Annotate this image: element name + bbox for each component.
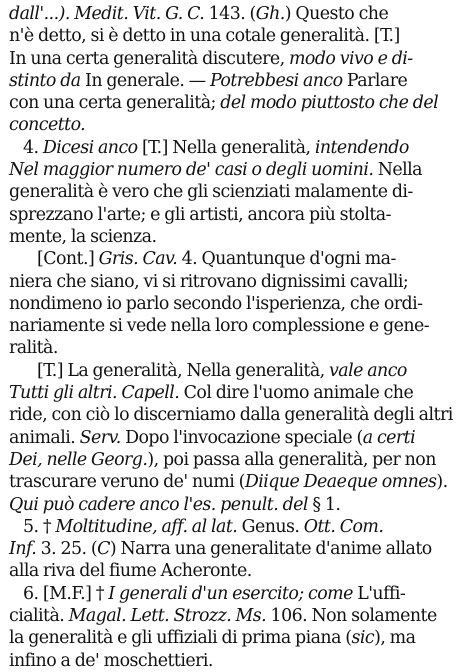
text-run: Col dire l'uomo animale che xyxy=(179,383,414,404)
text-line xyxy=(9,494,466,516)
text-line xyxy=(9,538,466,560)
text-run: ), ma xyxy=(374,628,416,649)
text-run: § 1. xyxy=(307,494,341,515)
text-run: Dei, nelle Georg. xyxy=(9,449,148,470)
text-run: Dopo l'invocazione speciale ( xyxy=(120,427,363,448)
text-run: In una certa generalità discutere, xyxy=(9,48,289,69)
text-run: Dicesi anco xyxy=(42,137,138,158)
text-run: con una certa generalità; xyxy=(9,93,221,114)
text-run: I generali d'un esercito; come xyxy=(108,583,353,604)
text-line xyxy=(9,583,466,605)
text-line xyxy=(9,627,466,649)
text-run: alla riva del fiume Acheronte. xyxy=(9,561,252,582)
text-run: Moltitudine, aff. al lat. xyxy=(55,516,238,537)
text-line xyxy=(9,48,466,70)
text-run: la generalità e gli uffiziali di prima piana ( xyxy=(9,628,352,649)
text-run: Magal. Lett. Strozz. Ms. xyxy=(68,606,267,627)
text-line xyxy=(9,337,466,359)
text-line xyxy=(9,25,466,47)
text-run: L'uffi- xyxy=(352,583,406,604)
text-run: Gris. Cav. xyxy=(98,249,178,270)
text-run: Nel maggior numero de' casi o degli uomini. xyxy=(9,160,374,181)
text-run: generalità è vero che gli scienziati malamente di- xyxy=(9,182,413,203)
text-run: ), poi passa alla generalità, per non xyxy=(147,449,436,470)
text-run: C xyxy=(97,539,110,560)
text-run: trascurare veruno de' numi ( xyxy=(9,472,245,493)
text-line xyxy=(9,650,466,672)
text-line xyxy=(9,516,466,538)
text-run: 106. Non solamente xyxy=(266,606,437,627)
text-run: 4. Quantunque d'ogni ma- xyxy=(177,249,396,270)
text-run: Medit. Vit. G. C. xyxy=(74,4,205,24)
text-line xyxy=(9,70,466,92)
text-run: 143. ( xyxy=(204,4,256,24)
text-run: n'è detto, si è detto in una cotale generalità. [T.] xyxy=(9,26,400,47)
text-line xyxy=(9,360,466,382)
text-line xyxy=(9,427,466,449)
text-run: Potrebbesi anco xyxy=(209,70,343,91)
text-line xyxy=(9,181,466,203)
text-run: concetto. xyxy=(9,115,86,136)
text-run: In generale. — xyxy=(80,70,210,91)
text-run: Nella xyxy=(373,160,422,181)
text-line xyxy=(9,382,466,404)
text-line xyxy=(9,92,466,114)
text-run: [T.] Nella generalità, xyxy=(137,137,315,158)
text-run: Tutti gli altri. Capell. xyxy=(9,383,180,404)
text-line xyxy=(9,560,466,582)
text-run: intendendo xyxy=(314,137,409,158)
text-run: vale anco xyxy=(329,360,407,381)
text-line xyxy=(9,114,466,136)
text-line xyxy=(9,226,466,248)
text-line xyxy=(9,137,466,159)
text-run: ) Questo che xyxy=(284,4,389,24)
text-run: Serv. xyxy=(79,427,121,448)
text-run: 3. 25. ( xyxy=(36,539,98,560)
text-line xyxy=(9,204,466,226)
text-run: sprezzano l'arte; e gli artisti, ancora più stolta- xyxy=(9,204,391,225)
text-run: Diique Deaeque omnes xyxy=(244,472,437,493)
text-run: nariamente si vede nella loro complessione e gene- xyxy=(9,316,430,337)
text-run: animali. xyxy=(9,427,80,448)
text-line xyxy=(9,293,466,315)
text-run: Genus. xyxy=(237,516,304,537)
text-run: 6. [M.F.] † xyxy=(23,583,109,604)
text-run: dall'...). xyxy=(9,4,75,24)
text-run: mente, la scienza. xyxy=(9,226,157,247)
text-line xyxy=(9,404,466,426)
text-line xyxy=(9,449,466,471)
text-run: ). xyxy=(436,472,448,493)
text-run: ralità. xyxy=(9,338,58,359)
text-line xyxy=(9,159,466,181)
text-run: Gh. xyxy=(255,4,285,24)
text-run: Qui può cadere anco l'es. penult. del xyxy=(9,494,308,515)
text-run: a certi xyxy=(362,427,416,448)
text-run: cialità. xyxy=(9,606,69,627)
text-line xyxy=(9,605,466,627)
text-line xyxy=(9,271,466,293)
text-run: Ott. Com. xyxy=(303,516,384,537)
text-run: Parlare xyxy=(342,70,408,91)
text-run: sic xyxy=(351,628,375,649)
text-run: ride, con ciò lo discerniamo dalla generalità degli altri xyxy=(9,405,453,426)
text-run: ) Narra una generalitate d'anime allato xyxy=(109,539,432,560)
text-run: 4. xyxy=(23,137,43,158)
text-run: [Cont.] xyxy=(37,249,99,270)
text-line xyxy=(9,315,466,337)
text-run: niera che siano, vi si ritrovano dignissimi cavalli; xyxy=(9,271,409,292)
text-line xyxy=(9,248,466,270)
text-run: Inf. xyxy=(9,539,37,560)
text-line xyxy=(9,471,466,493)
text-run: del modo piuttosto che del xyxy=(220,93,439,114)
text-line xyxy=(9,3,466,25)
text-run: [T.] La generalità, Nella generalità, xyxy=(37,360,330,381)
text-run: infino a de' moschettieri. xyxy=(9,650,213,671)
text-run: modo vivo e di- xyxy=(288,48,413,69)
text-run: nondimeno io parlo secondo l'isperienza, che ordi- xyxy=(9,293,423,314)
text-run: 5. † xyxy=(23,516,56,537)
text-run: stinto da xyxy=(9,70,81,91)
